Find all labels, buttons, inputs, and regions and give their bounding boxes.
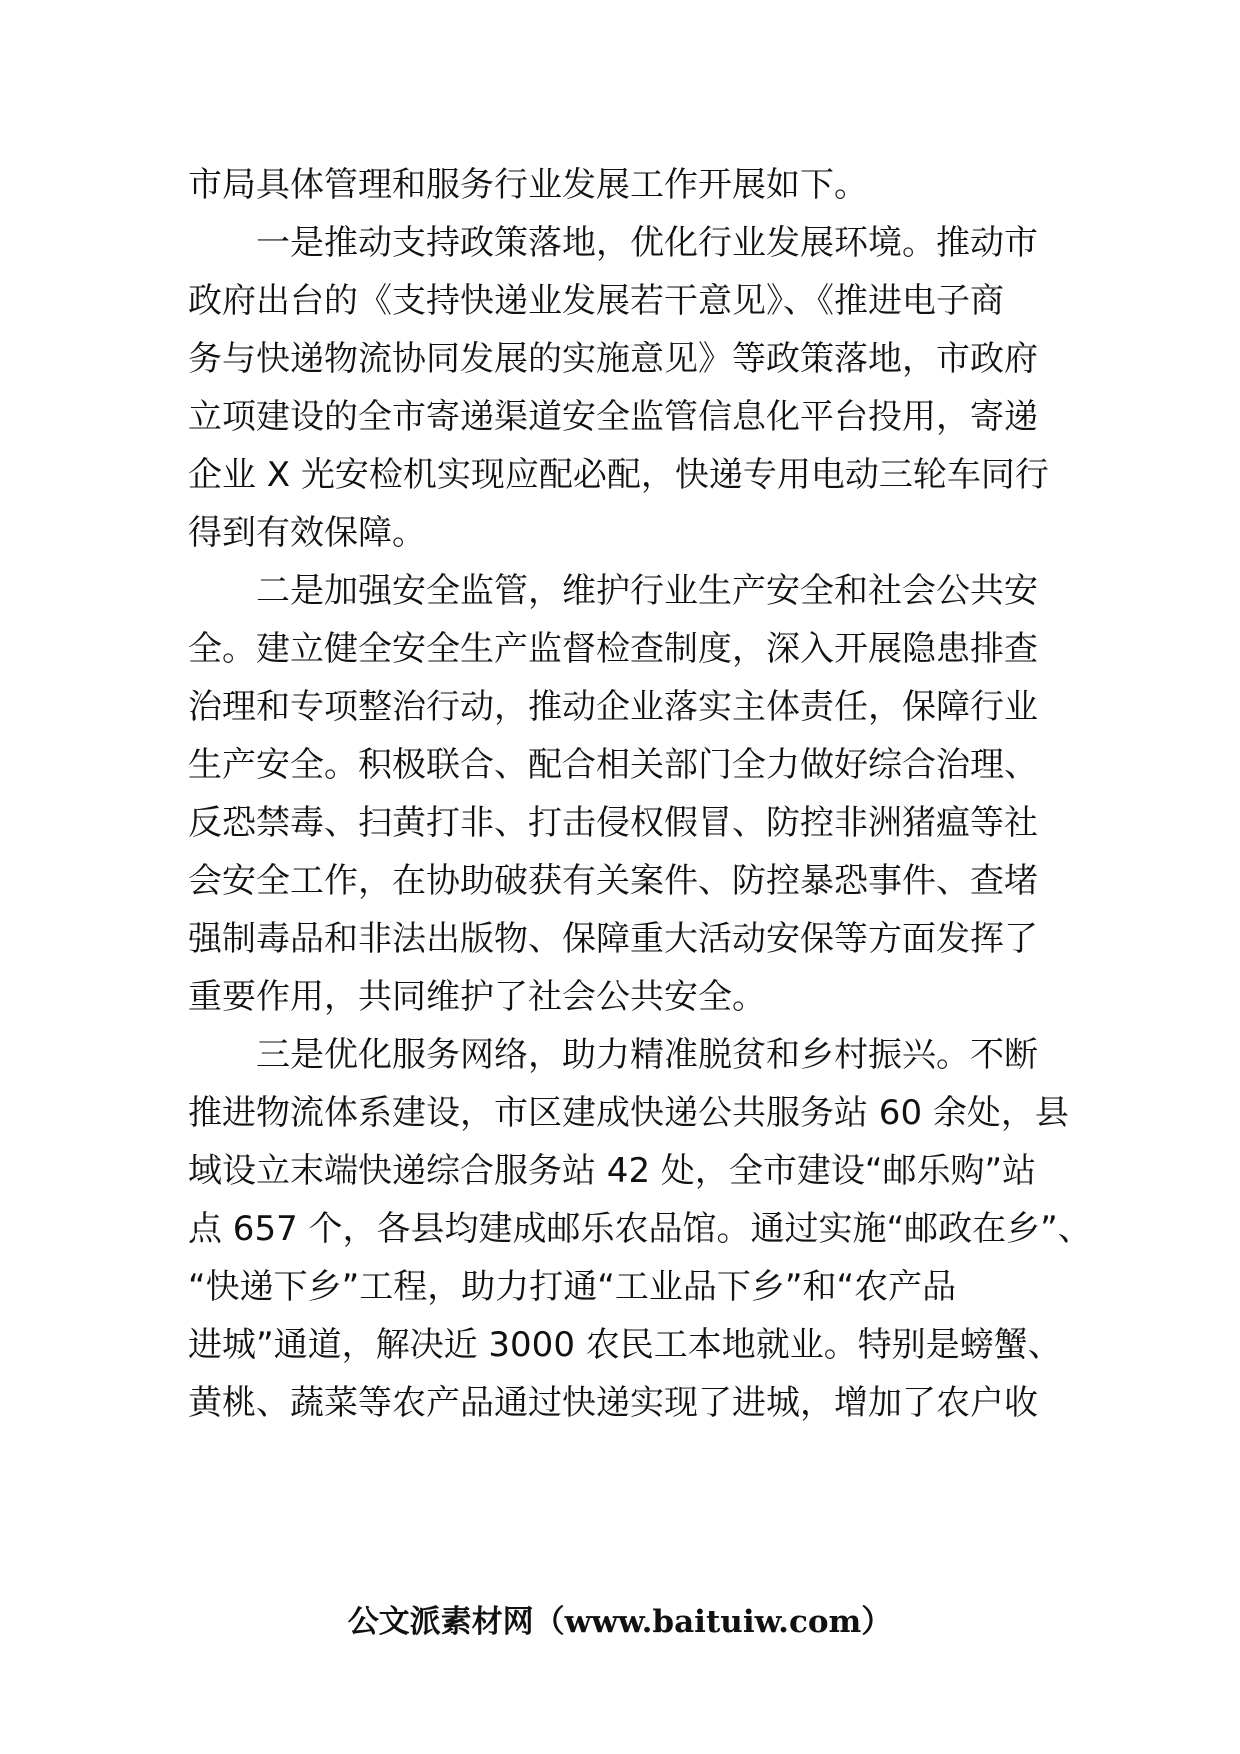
footer-watermark-text: 公文派素材网（www.baituiw.com） [347,1604,893,1640]
text-line: 企业 X 光安检机实现应配必配，快递专用电动三轮车同行 [188,455,1049,495]
text-line: 域设立末端快递综合服务站 42 处，全市建设“邮乐购”站 [188,1151,1037,1191]
text-line: 会安全工作，在协助破获有关案件、防控暴恐事件、查堵 [188,861,1038,901]
text-line: 务与快递物流协同发展的实施意见》等政策落地，市政府 [188,339,1038,379]
text-line: 生产安全。积极联合、配合相关部门全力做好综合治理、 [188,745,1038,785]
paragraph-first-line: 三是优化服务网络，助力精准脱贫和乡村振兴。不断 [256,1035,1038,1075]
text-line: 政府出台的《支持快递业发展若干意见》、《推进电子商 [188,281,1004,321]
text-line: 强制毒品和非法出版物、保障重大活动安保等方面发挥了 [188,919,1038,959]
text-line: 全。建立健全安全生产监督检查制度，深入开展隐患排查 [188,629,1038,669]
text-line: 得到有效保障。 [188,513,426,553]
text-line: 立项建设的全市寄递渠道安全监管信息化平台投用，寄递 [188,397,1038,437]
text-line: 治理和专项整治行动，推动企业落实主体责任，保障行业 [188,687,1038,727]
text-line: 重要作用，共同维护了社会公共安全。 [188,977,766,1017]
paragraph-first-line: 二是加强安全监管，维护行业生产安全和社会公共安 [256,571,1038,611]
paragraph-first-line: 一是推动支持政策落地，优化行业发展环境。推动市 [256,223,1038,263]
text-line: 推进物流体系建设，市区建成快递公共服务站 60 余处，县 [188,1093,1069,1133]
text-line: 黄桃、蔬菜等农产品通过快递实现了进城，增加了农户收 [188,1383,1038,1423]
text-line: 反恐禁毒、扫黄打非、打击侵权假冒、防控非洲猪瘟等社 [188,803,1038,843]
text-line: 进城”通道，解决近 3000 农民工本地就业。特别是螃蟹、 [188,1325,1062,1365]
text-line: 市局具体管理和服务行业发展工作开展如下。 [188,165,868,205]
text-line: 点 657 个，各县均建成邮乐农品馆。通过实施“邮政在乡”、 [188,1209,1092,1249]
text-line: “快递下乡”工程，助力打通“工业品下乡”和“农产品 [188,1267,957,1307]
